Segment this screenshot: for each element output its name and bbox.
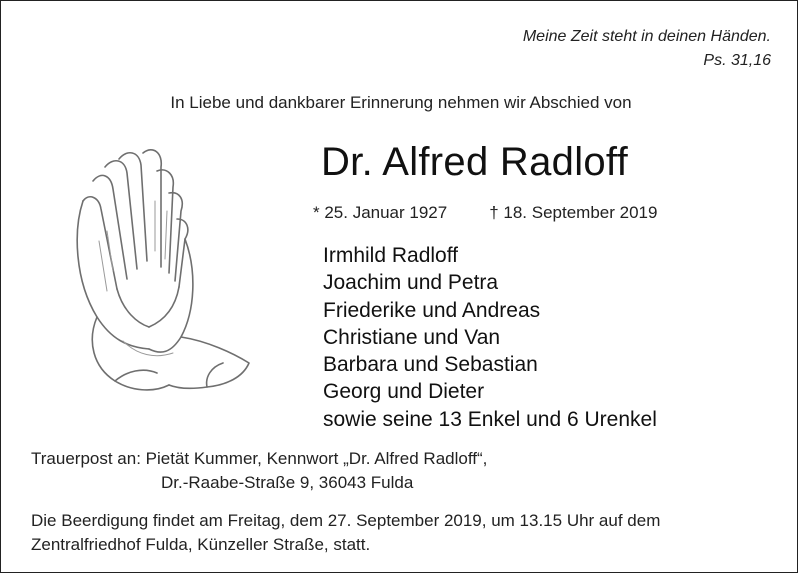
mourner-name: Friederike und Andreas [323, 298, 541, 322]
mourner-name: sowie seine 13 Enkel und 6 Urenkel [323, 407, 657, 431]
mourner-name: Irmhild Radloff [323, 244, 459, 267]
mourner-name: Georg und Dieter [323, 380, 485, 404]
praying-hands-icon [57, 141, 257, 401]
motto [523, 25, 771, 73]
birth-date: * 25. Januar 1927 [313, 203, 448, 222]
funeral-line: Die Beerdigung findet am Freitag, dem 27. September 2019, um 13.15 Uhr auf dem [31, 511, 661, 530]
death-date: † 18. September 2019 [489, 203, 658, 222]
mourner-name: Christiane und Van [323, 325, 501, 349]
mourner-name: Barbara und Sebastian [323, 353, 538, 377]
condolence-address-line: Dr.-Raabe-Straße 9, 36043 Fulda [161, 473, 414, 492]
condolence-line: Trauerpost an: Pietät Kummer, Kennwort „Dr. Alfred Radloff“, [31, 449, 488, 468]
condolence-address [31, 447, 487, 495]
intro-text: In Liebe und dankbarer Erinnerung nehmen wir Abschied von [170, 93, 632, 112]
deceased-name: Dr. Alfred Radloff [321, 140, 629, 184]
motto-quote: Meine Zeit steht in deinen Händen. [522, 28, 771, 45]
motto-source: Ps. 31,16 [703, 52, 771, 69]
funeral-line: Zentralfriedhof Fulda, Künzeller Straße, statt. [31, 535, 371, 554]
life-dates [313, 203, 657, 223]
funeral-notice [31, 509, 781, 557]
mourners-list [323, 242, 657, 433]
mourner-name: Joachim und Petra [323, 271, 499, 295]
